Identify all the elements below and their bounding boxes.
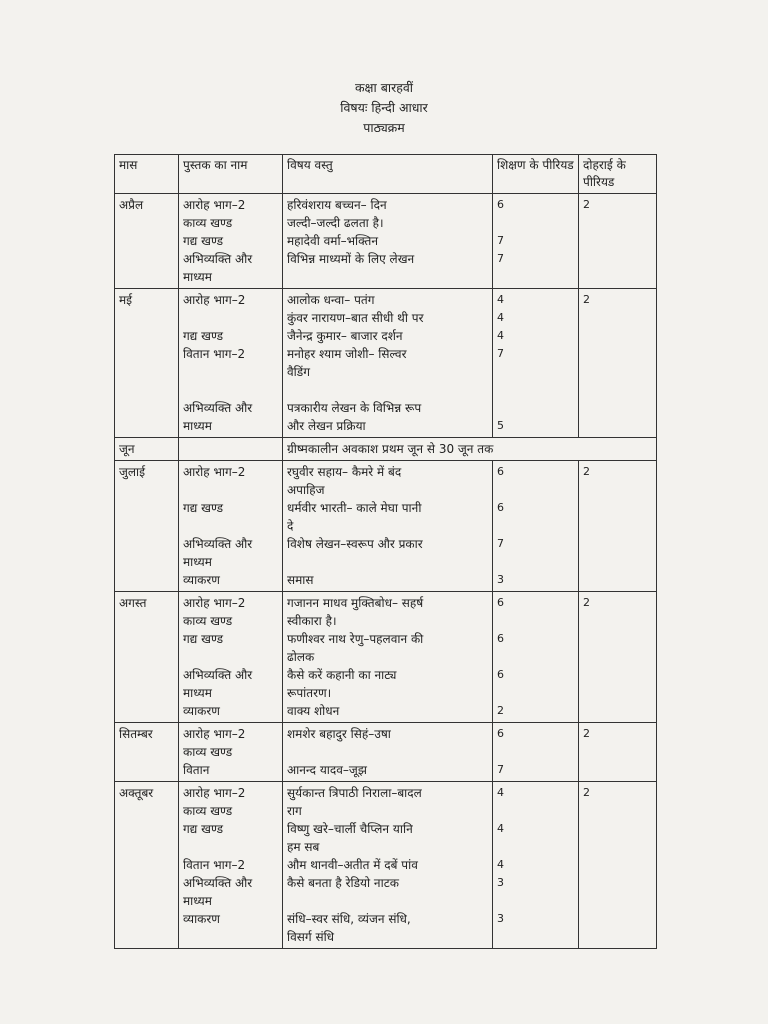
book-line: अभिव्यक्ति और (183, 668, 253, 682)
content-line: स्वीकारा है। (287, 614, 337, 628)
table-row (115, 438, 657, 461)
content-line: राग (287, 804, 302, 818)
teaching-periods: 7 (497, 252, 504, 265)
content-cell (283, 782, 493, 949)
teaching-periods: 7 (497, 537, 504, 550)
book-line: आरोह भाग–2 (183, 465, 246, 479)
month-cell: अगस्त (115, 592, 179, 723)
content-line: कुंवर नारायण–बात सीधी थी पर (287, 311, 424, 325)
teaching-periods (497, 481, 574, 499)
syllabus-table (114, 154, 657, 949)
teaching-periods (497, 517, 574, 535)
teaching-periods: 7 (497, 347, 504, 360)
book-line: अभिव्यक्ति और (183, 537, 253, 551)
syllabus-title: पाठ्यक्रम (363, 120, 405, 135)
teaching-periods-cell (493, 289, 579, 438)
teaching-periods (497, 399, 574, 417)
revision-periods: 2 (583, 198, 590, 211)
content-line: पत्रकारीय लेखन के विभिन्न रूप (287, 401, 422, 415)
teaching-periods: 6 (497, 596, 504, 609)
table-header-row (115, 155, 657, 194)
revision-periods: 2 (583, 596, 590, 609)
content-line: औम थानवी–अतीत में दबें पांव (287, 858, 418, 872)
revision-periods: 2 (583, 293, 590, 306)
teaching-periods (497, 214, 574, 232)
content-line: धर्मवीर भारती– काले मेघा पानी (287, 501, 422, 515)
month-cell: जून (115, 438, 179, 461)
book-cell (179, 592, 283, 723)
book-line: काव्य खण्ड (183, 614, 233, 628)
teaching-periods-cell (493, 461, 579, 592)
content-line: संधि–स्वर संधि, व्यंजन संधि, (287, 912, 411, 926)
book-line: माध्यम (183, 686, 212, 700)
teaching-periods (497, 648, 574, 666)
book-line: गद्य खण्ड (183, 329, 224, 343)
content-line: दे (287, 519, 294, 533)
table-body (115, 194, 657, 949)
book-line: काव्य खण्ड (183, 216, 233, 230)
teaching-periods: 6 (497, 501, 504, 514)
content-cell (283, 194, 493, 289)
content-line: अपाहिज (287, 483, 325, 497)
book-line: व्याकरण (183, 912, 220, 926)
column-header-teaching: शिक्षण के पीरियड (493, 155, 579, 194)
teaching-periods (497, 684, 574, 702)
book-line: वितान भाग–2 (183, 858, 246, 872)
content-line: वैडिंग (287, 365, 310, 379)
revision-periods-cell (579, 782, 657, 949)
book-line: आरोह भाग–2 (183, 293, 246, 307)
revision-periods: 2 (583, 727, 590, 740)
teaching-periods: 7 (497, 234, 504, 247)
month-cell: मई (115, 289, 179, 438)
content-line: कैसे बनता है रेडियो नाटक (287, 876, 399, 890)
teaching-periods: 3 (497, 876, 504, 889)
book-line: माध्यम (183, 894, 212, 908)
empty-cell (179, 438, 283, 461)
month-cell: अप्रैल (115, 194, 179, 289)
month-cell: अक्तूबर (115, 782, 179, 949)
content-line: वाक्य शोधन (287, 704, 340, 718)
teaching-periods: 6 (497, 668, 504, 681)
revision-periods-cell (579, 194, 657, 289)
subject-title: विषयः हिन्दी आधार (340, 100, 428, 115)
content-line: फणीश्वर नाथ रेणु–पहलवान की (287, 632, 424, 646)
book-line: आरोह भाग–2 (183, 198, 246, 212)
month-cell: सितम्बर (115, 723, 179, 782)
revision-periods-cell (579, 723, 657, 782)
book-line: माध्यम (183, 555, 212, 569)
content-line: गजानन माधव मुक्तिबोध– सहर्ष (287, 596, 424, 610)
content-cell (283, 289, 493, 438)
teaching-periods (497, 838, 574, 856)
revision-periods-cell (579, 461, 657, 592)
content-line: कैसे करें कहानी का नाट्य (287, 668, 397, 682)
table-row (115, 194, 657, 289)
book-line: वितान (183, 763, 210, 777)
book-line: माध्यम (183, 419, 212, 433)
book-line: माध्यम (183, 270, 212, 284)
vacation-note: ग्रीष्मकालीन अवकाश प्रथम जून से 30 जून तक (283, 438, 657, 461)
content-line: शमशेर बहादुर सिहं–उषा (287, 727, 391, 741)
content-line: रूपांतरण। (287, 686, 332, 700)
revision-periods: 2 (583, 786, 590, 799)
teaching-periods: 7 (497, 763, 504, 776)
revision-periods-cell (579, 289, 657, 438)
book-line (183, 838, 278, 856)
book-line: आरोह भाग–2 (183, 786, 246, 800)
table-row (115, 592, 657, 723)
content-line: हम सब (287, 840, 320, 854)
book-line (183, 517, 278, 535)
column-header-revision: दोहराई के पीरियड (579, 155, 657, 194)
book-line: गद्य खण्ड (183, 501, 224, 515)
content-line: विशेष लेखन–स्वरूप और प्रकार (287, 537, 423, 551)
teaching-periods: 3 (497, 573, 504, 586)
content-line: जैनेन्द्र कुमार– बाजार दर्शन (287, 329, 403, 343)
teaching-periods (497, 553, 574, 571)
month-cell: जुलाई (115, 461, 179, 592)
content-line (287, 743, 488, 761)
content-cell (283, 592, 493, 723)
content-line: और लेखन प्रक्रिया (287, 419, 366, 433)
teaching-periods: 4 (497, 822, 504, 835)
teaching-periods: 3 (497, 912, 504, 925)
book-line: आरोह भाग–2 (183, 596, 246, 610)
teaching-periods: 6 (497, 198, 504, 211)
teaching-periods: 6 (497, 727, 504, 740)
content-line: समास (287, 573, 314, 587)
book-cell (179, 723, 283, 782)
book-line (183, 381, 278, 399)
book-line: काव्य खण्ड (183, 745, 233, 759)
teaching-periods: 4 (497, 311, 504, 324)
content-line: आनन्द यादव–जूझ (287, 763, 367, 777)
class-title: कक्षा बारहवीं (354, 80, 414, 95)
book-line: आरोह भाग–2 (183, 727, 246, 741)
teaching-periods: 2 (497, 704, 504, 717)
table-row (115, 461, 657, 592)
content-line: मनोहर श्याम जोशी– सिल्वर (287, 347, 407, 361)
table-row (115, 723, 657, 782)
book-cell (179, 289, 283, 438)
column-header-book: पुस्तक का नाम (179, 155, 283, 194)
teaching-periods-cell (493, 782, 579, 949)
book-line: व्याकरण (183, 704, 220, 718)
content-line: विभिन्न माध्यमों के लिए लेखन (287, 252, 415, 266)
teaching-periods: 4 (497, 786, 504, 799)
content-line (287, 381, 488, 399)
content-line: ढोलक (287, 650, 315, 664)
book-line: गद्य खण्ड (183, 822, 224, 836)
teaching-periods-cell (493, 194, 579, 289)
column-header-month: मास (115, 155, 179, 194)
teaching-periods: 4 (497, 858, 504, 871)
teaching-periods: 6 (497, 465, 504, 478)
book-line: अभिव्यक्ति और (183, 876, 253, 890)
teaching-periods: 5 (497, 419, 504, 432)
content-line (287, 892, 488, 910)
book-cell (179, 782, 283, 949)
content-line: रघुवीर सहाय– कैमरे में बंद (287, 465, 402, 479)
book-line: वितान भाग–2 (183, 347, 246, 361)
teaching-periods: 4 (497, 329, 504, 342)
book-cell (179, 461, 283, 592)
content-line: हरिवंशराय बच्चन– दिन (287, 198, 387, 212)
revision-periods: 2 (583, 465, 590, 478)
document-heading (0, 78, 768, 138)
book-line: अभिव्यक्ति और (183, 401, 253, 415)
book-line (183, 309, 278, 327)
book-line (183, 481, 278, 499)
teaching-periods-cell (493, 592, 579, 723)
content-line: विष्णु खरे–चार्ली चैप्लिन यानि (287, 822, 413, 836)
content-line: महादेवी वर्मा–भक्तिन (287, 234, 379, 248)
teaching-periods: 6 (497, 632, 504, 645)
teaching-periods (497, 743, 574, 761)
content-line (287, 553, 488, 571)
teaching-periods (497, 892, 574, 910)
book-line (183, 648, 278, 666)
book-line: अभिव्यक्ति और (183, 252, 253, 266)
table-row (115, 289, 657, 438)
book-cell (179, 194, 283, 289)
teaching-periods: 4 (497, 293, 504, 306)
content-cell (283, 723, 493, 782)
teaching-periods (497, 381, 574, 399)
book-line: काव्य खण्ड (183, 804, 233, 818)
revision-periods-cell (579, 592, 657, 723)
content-line: सुर्यकान्त त्रिपाठी निराला–बादल (287, 786, 422, 800)
teaching-periods (497, 612, 574, 630)
table-row (115, 782, 657, 949)
teaching-periods (497, 363, 574, 381)
book-line: गद्य खण्ड (183, 234, 224, 248)
book-line: गद्य खण्ड (183, 632, 224, 646)
teaching-periods (497, 802, 574, 820)
content-line: जल्दी–जल्दी ढलता है। (287, 216, 384, 230)
book-line (183, 363, 278, 381)
book-line: व्याकरण (183, 573, 220, 587)
content-line: आलोक धन्वा– पतंग (287, 293, 375, 307)
teaching-periods-cell (493, 723, 579, 782)
content-line: विसर्ग संधि (287, 930, 335, 944)
column-header-content: विषय वस्तु (283, 155, 493, 194)
content-cell (283, 461, 493, 592)
